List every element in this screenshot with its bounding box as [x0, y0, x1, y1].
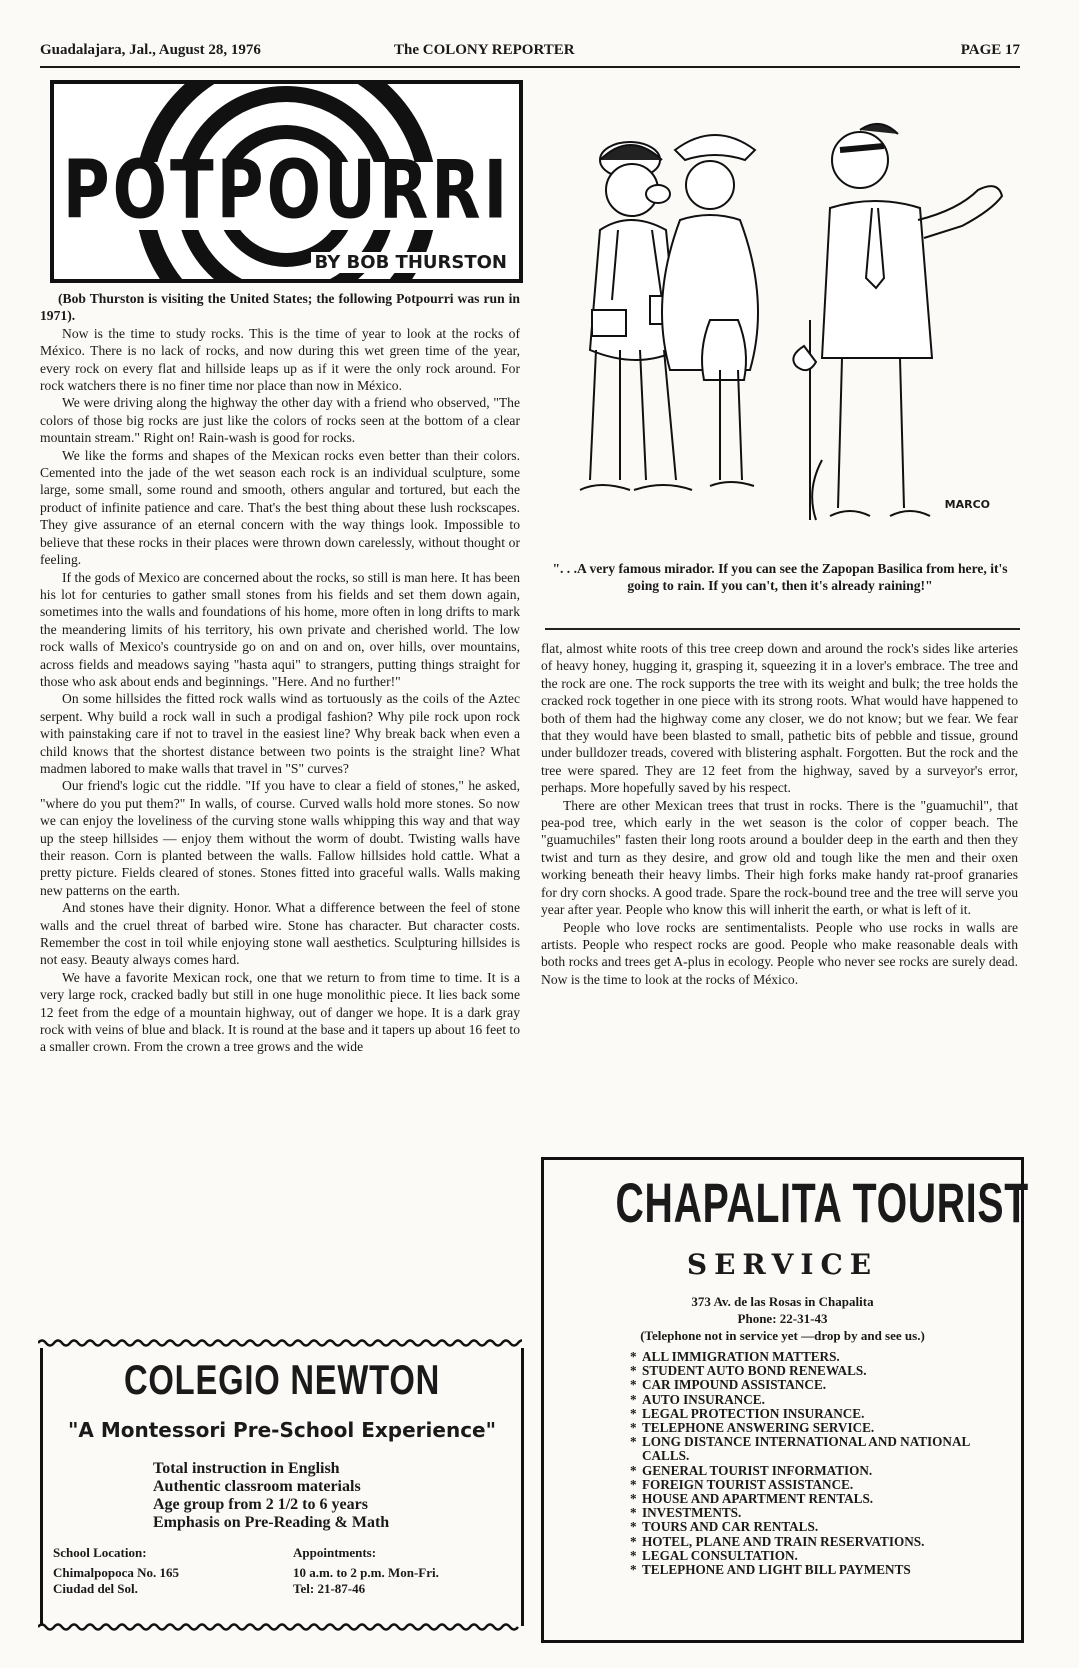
agency-service: SERVICE — [686, 1248, 879, 1281]
service-item: * TELEPHONE ANSWERING SERVICE. — [630, 1421, 1010, 1435]
ad-border-top — [38, 1338, 522, 1348]
location-line: Ciudad del Sol. — [53, 1581, 138, 1596]
ad-border-bottom — [38, 1622, 522, 1632]
agency-phone: Phone: 22-31-43 — [737, 1311, 828, 1326]
agency-note: (Telephone not in service yet —drop by and see us.) — [640, 1328, 925, 1343]
article-paragraph: We like the forms and shapes of the Mexican rocks even better than their colors. Cemented into the jade of the wet season each rock is an individual sculpture, some large, some small, some round and smooth, others angular and tortured, but each the product of infinite patience and care. That's the best thing about these lush rockscapes. They give assurance of an eternal concern with the way things look. Impossible to believe that these rocks in their places were thrown down carelessly, without thought or feeling. — [40, 447, 520, 568]
cartoon-illustration — [560, 120, 1020, 550]
service-item: * LEGAL PROTECTION INSURANCE. — [630, 1407, 1010, 1421]
newspaper-name: The COLONY REPORTER — [394, 42, 575, 58]
article-column-left — [40, 290, 520, 1056]
article-paragraph: And stones have their dignity. Honor. What a difference between the feel of stone walls and the cruel threat of barbed wire. Stone has character. But character costs. Remember the cost in toil while enjoying stone wall aesthetics. Sculpturing hillsides is not easy. Beauty always comes hard. — [40, 900, 520, 968]
service-item: * STUDENT AUTO BOND RENEWALS. — [630, 1364, 1010, 1378]
colegio-newton-ad — [40, 1348, 524, 1626]
school-name: COLEGIO NEWTON — [123, 1356, 441, 1403]
agency-contact — [544, 1293, 1021, 1344]
page-header — [40, 42, 1020, 62]
service-item: * ALL IMMIGRATION MATTERS. — [630, 1350, 1010, 1364]
article-intro: (Bob Thurston is visiting the United States; the following Potpourri was run in 1971). — [40, 291, 520, 324]
article-paragraph: On some hillsides the fitted rock walls wind as tortuously as the coils of the Aztec serpent. Why build a rock wall in such a prodigal fashion? Why pile rock upon rock with painstaking care if not to travel in the easiest line? Why break back when even a child knows that the shortest distance between two points is the straight line? What madmen labored to make walls that travel in "S" curves? — [40, 691, 520, 776]
appointments — [293, 1545, 439, 1597]
agency-address: 373 Av. de las Rosas in Chapalita — [691, 1294, 874, 1309]
service-item: * AUTO INSURANCE. — [630, 1393, 1010, 1407]
article-paragraph: Our friend's logic cut the riddle. "If you have to clear a field of stones," he asked, "where do you put them?" In walls, of course. Curved walls hold more stones. So now we can enjoy the loveliness of the curving stone walls whipping this way and that way up the steep hillsides — enjoy them without the worm of doubt. Twisting walls have their reason. Corn is planted between the walls. Fallow hillsides hold cattle. What a pretty picture. Fields cleared of stones. Stones fitted into graceful walls. Walls making new patterns on the earth. — [40, 778, 520, 898]
service-item: * FOREIGN TOURIST ASSISTANCE. — [630, 1478, 1010, 1492]
feature-line: Emphasis on Pre-Reading & Math — [153, 1514, 390, 1531]
tourists-cartoon-drawing — [560, 120, 1020, 550]
appointments-label: Appointments: — [293, 1545, 377, 1560]
byline: BY BOB THURSTON — [311, 252, 511, 273]
service-item: * HOTEL, PLANE AND TRAIN RESERVATIONS. — [630, 1535, 1010, 1549]
cartoon-caption: ". . .A very famous mirador. If you can see the Zapopan Basilica from here, it's going to rain. If you can't, then it's already raining!" — [552, 561, 1008, 593]
article-column-right — [541, 640, 1018, 988]
chapalita-tourist-ad — [541, 1157, 1029, 1643]
cartoonist-signature: MARCO — [944, 498, 990, 511]
article-paragraph: People who love rocks are sentimentalists. People who use rocks in walls are artists. People who respect rocks are good. People who make reasonable deals with both rocks and trees get A-plus in ecology. People who never see rocks are surely dead. Now is the time to look at the rocks of México. — [541, 919, 1018, 987]
service-item: * TELEPHONE AND LIGHT BILL PAYMENTS — [630, 1563, 1010, 1577]
column-title: POTPOURRI — [62, 144, 511, 238]
service-item: * CAR IMPOUND ASSISTANCE. — [630, 1378, 1010, 1392]
potpourri-masthead — [50, 80, 523, 283]
location-line: Chimalpopoca No. 165 — [53, 1565, 180, 1580]
service-item: * TOURS AND CAR RENTALS. — [630, 1520, 1010, 1534]
services-list — [630, 1350, 1010, 1577]
service-item: * LEGAL CONSULTATION. — [630, 1549, 1010, 1563]
service-item: * HOUSE AND APARTMENT RENTALS. — [630, 1492, 1010, 1506]
school-tagline: "A Montessori Pre-School Experience" — [67, 1418, 497, 1442]
article-paragraph: flat, almost white roots of this tree creep down and around the rock's sides like arteries of heavy honey, hugging it, grasping it, squeezing it in a lover's embrace. The tree and the rock are one. The rock supports the tree with its weight and bulk; the tree holds the cracked rock together in one piece with its strong roots. What would have happened to both of them had the highway come any closer, we do not know; but we fear. We fear that they would have been blasted to small, pathetic bits of pebble and tissue, ground under bulldozer treads, covered with blistering asphalt. Forgotten. But the rock and the tree were spared. They are 12 feet from the highway, saved by a surveyor's error, perhaps. More hopefully saved by his respect. — [541, 641, 1018, 796]
page-number: PAGE 17 — [960, 42, 1020, 58]
location-label: School Location: — [53, 1545, 147, 1560]
header-rule — [40, 66, 1020, 68]
caption-rule — [545, 628, 1020, 630]
article-paragraph: Now is the time to study rocks. This is the time of year to look at the rocks of México. There is no lack of rocks, and now during this wet green time of the year, every rock on every flat and hillside leaps up as if it were the only rock around. For rock watchers there is no finer time nor place than now in México. — [40, 325, 520, 394]
article-paragraph: We were driving along the highway the other day with a friend who observed, "The colors of those big rocks are just like the colors of rocks seen at the bottom of a clear mountain stream." Right on! Rain-wash is good for rocks. — [40, 395, 520, 446]
feature-line: Total instruction in English — [153, 1460, 340, 1477]
appointments-phone: Tel: 21-87-46 — [293, 1581, 366, 1596]
service-item: * GENERAL TOURIST INFORMATION. — [630, 1464, 1010, 1478]
appointments-hours: 10 a.m. to 2 p.m. Mon-Fri. — [293, 1565, 439, 1580]
agency-name: CHAPALITA TOURIST — [615, 1171, 1029, 1234]
article-paragraph: We have a favorite Mexican rock, one that we return to from time to time. It is a very large rock, cracked badly but still in one huge monolithic piece. It lies back some 12 feet from the edge of a mountain highway, out of danger we hope. It is a dark gray rock with veins of blue and black. It is round at the base and it tapers up about 16 feet to a smaller crown. From the crown a tree grows and the wide — [40, 969, 520, 1055]
service-item: * LONG DISTANCE INTERNATIONAL AND NATIONAL CALLS. — [630, 1435, 1010, 1463]
article-paragraph: If the gods of Mexico are concerned about the rocks, so still is man here. It has been his lot for centuries to gather small stones from his fields and set them down again, sometimes into the walls and foundations of his home, more often in long drifts to mark the meandering limits of his territory, his own private and cherished world. The low rock walls of Mexico's countryside go on and on and on, over hills, over mountains, across fields and meadows saying "hasta aqui" to strangers, putting things straight for those who ask about ends and beginnings. "Here. And no further!" — [40, 569, 520, 689]
school-location — [53, 1545, 179, 1597]
school-features — [153, 1460, 389, 1532]
dateline: Guadalajara, Jal., August 28, 1976 — [40, 42, 261, 58]
feature-line: Authentic classroom materials — [153, 1478, 361, 1495]
service-item: * INVESTMENTS. — [630, 1506, 1010, 1520]
feature-line: Age group from 2 1/2 to 6 years — [153, 1496, 368, 1513]
article-paragraph: There are other Mexican trees that trust in rocks. There is the "guamuchil", that pea-pod tree, which early in the wet season is the color of copper beach. The "guamuchiles" fasten their long roots around a boulder deep in the earth and then they twist and turn as they desire, and grow old and tough like the men and their oxen working beneath their heavy limbs. Their high forks make handy rat-proof granaries for dry corn shocks. A good trade. Spare the rock-bound tree and the tree will serve you year after year. People who know this will inherit the earth, or what is left of it. — [541, 797, 1018, 918]
